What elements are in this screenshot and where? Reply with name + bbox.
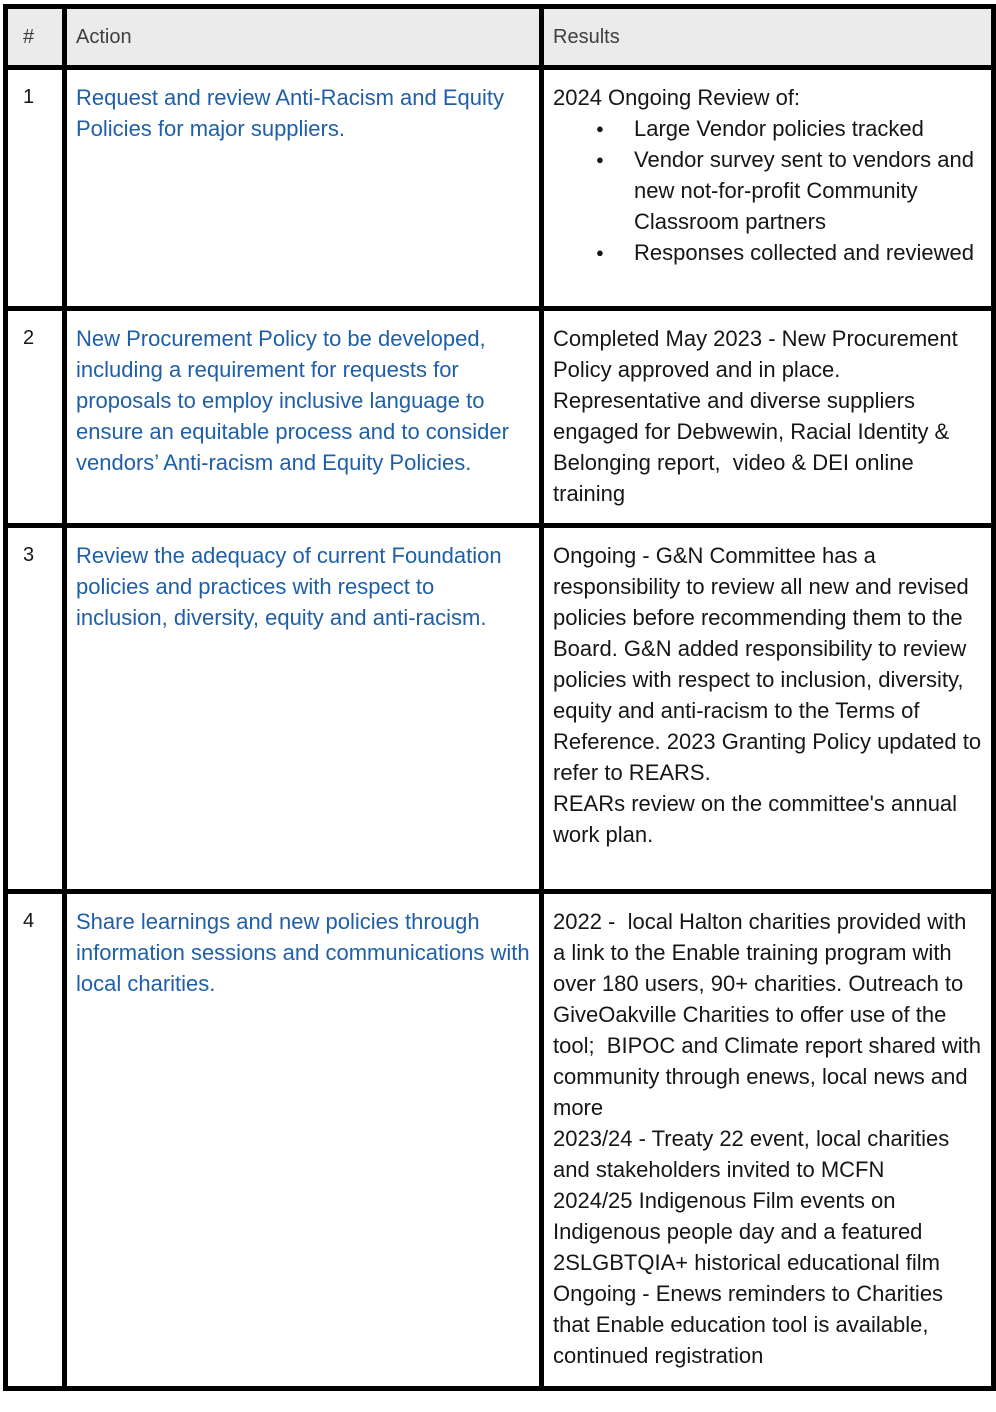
header-num: # [6,7,65,68]
header-row [6,7,994,68]
bullet-icon: ● [596,245,604,260]
table-row [6,526,994,892]
results-paragraph: 2023/24 - Treaty 22 event, local charities and stakeholders invited to MCFN [553,1126,956,1182]
results-cell [542,309,994,526]
row-number: 4 [6,892,65,1389]
list-item-text: Responses collected and reviewed [634,240,974,265]
table-row [6,892,994,1389]
action-cell [65,526,542,892]
results-paragraph: Completed May 2023 - New Procurement Policy approved and in place. Representative and diverse suppliers engaged for Debwewin, Racial Identity & Belonging report, video & DEI online training [553,326,964,506]
bullet-icon: ● [596,121,604,136]
table-row [6,309,994,526]
list-item [553,113,983,144]
list-item [553,237,983,268]
action-cell [65,68,542,309]
list-item-text: Large Vendor policies tracked [634,116,924,141]
row-number: 1 [6,68,65,309]
list-item-text: Vendor survey sent to vendors and new not-for-profit Community Classroom partners [634,147,981,234]
header-action: Action [65,7,542,68]
row-number: 3 [6,526,65,892]
action-text: Review the adequacy of current Foundation policies and practices with respect to inclusion, diversity, equity and anti-racism. [76,543,508,630]
row-number: 2 [6,309,65,526]
bullet-icon: ● [596,152,604,167]
results-cell [542,892,994,1389]
action-results-table [3,4,996,1391]
action-cell [65,892,542,1389]
results-paragraph: Ongoing - Enews reminders to Charities that Enable education tool is available, continued registration [553,1281,950,1368]
table-row [6,68,994,309]
results-cell [542,526,994,892]
action-cell [65,309,542,526]
action-text: Share learnings and new policies through information sessions and communications with local charities. [76,909,536,996]
results-intro: 2024 Ongoing Review of: [553,85,801,110]
results-paragraph: REARs review on the committee's annual work plan. [553,791,964,847]
results-paragraph: 2022 - local Halton charities provided with a link to the Enable training program with over 180 users, 90+ charities. Outreach to GiveOakville Charities to offer use of the tool; BIPOC and Climate report shared with community through enews, local news and more [553,909,988,1120]
action-text: Request and review Anti-Racism and Equity Policies for major suppliers. [76,85,511,141]
results-paragraph: 2024/25 Indigenous Film events on Indigenous people day and a featured 2SLGBTQIA+ historical educational film [553,1188,941,1275]
action-text: New Procurement Policy to be developed, including a requirement for requests for proposals to employ inclusive language to ensure an equitable process and to consider vendors’ Anti-racism and Equity Policies. [76,326,516,475]
results-cell [542,68,994,309]
header-results: Results [542,7,994,68]
results-paragraph: Ongoing - G&N Committee has a responsibility to review all new and revised policies before recommending them to the Board. G&N added responsibility to review policies with respect to inclusion, diversity, equity and anti-racism to the Terms of Reference. 2023 Granting Policy updated to refer to REARS. [553,543,988,785]
list-item [553,144,983,237]
